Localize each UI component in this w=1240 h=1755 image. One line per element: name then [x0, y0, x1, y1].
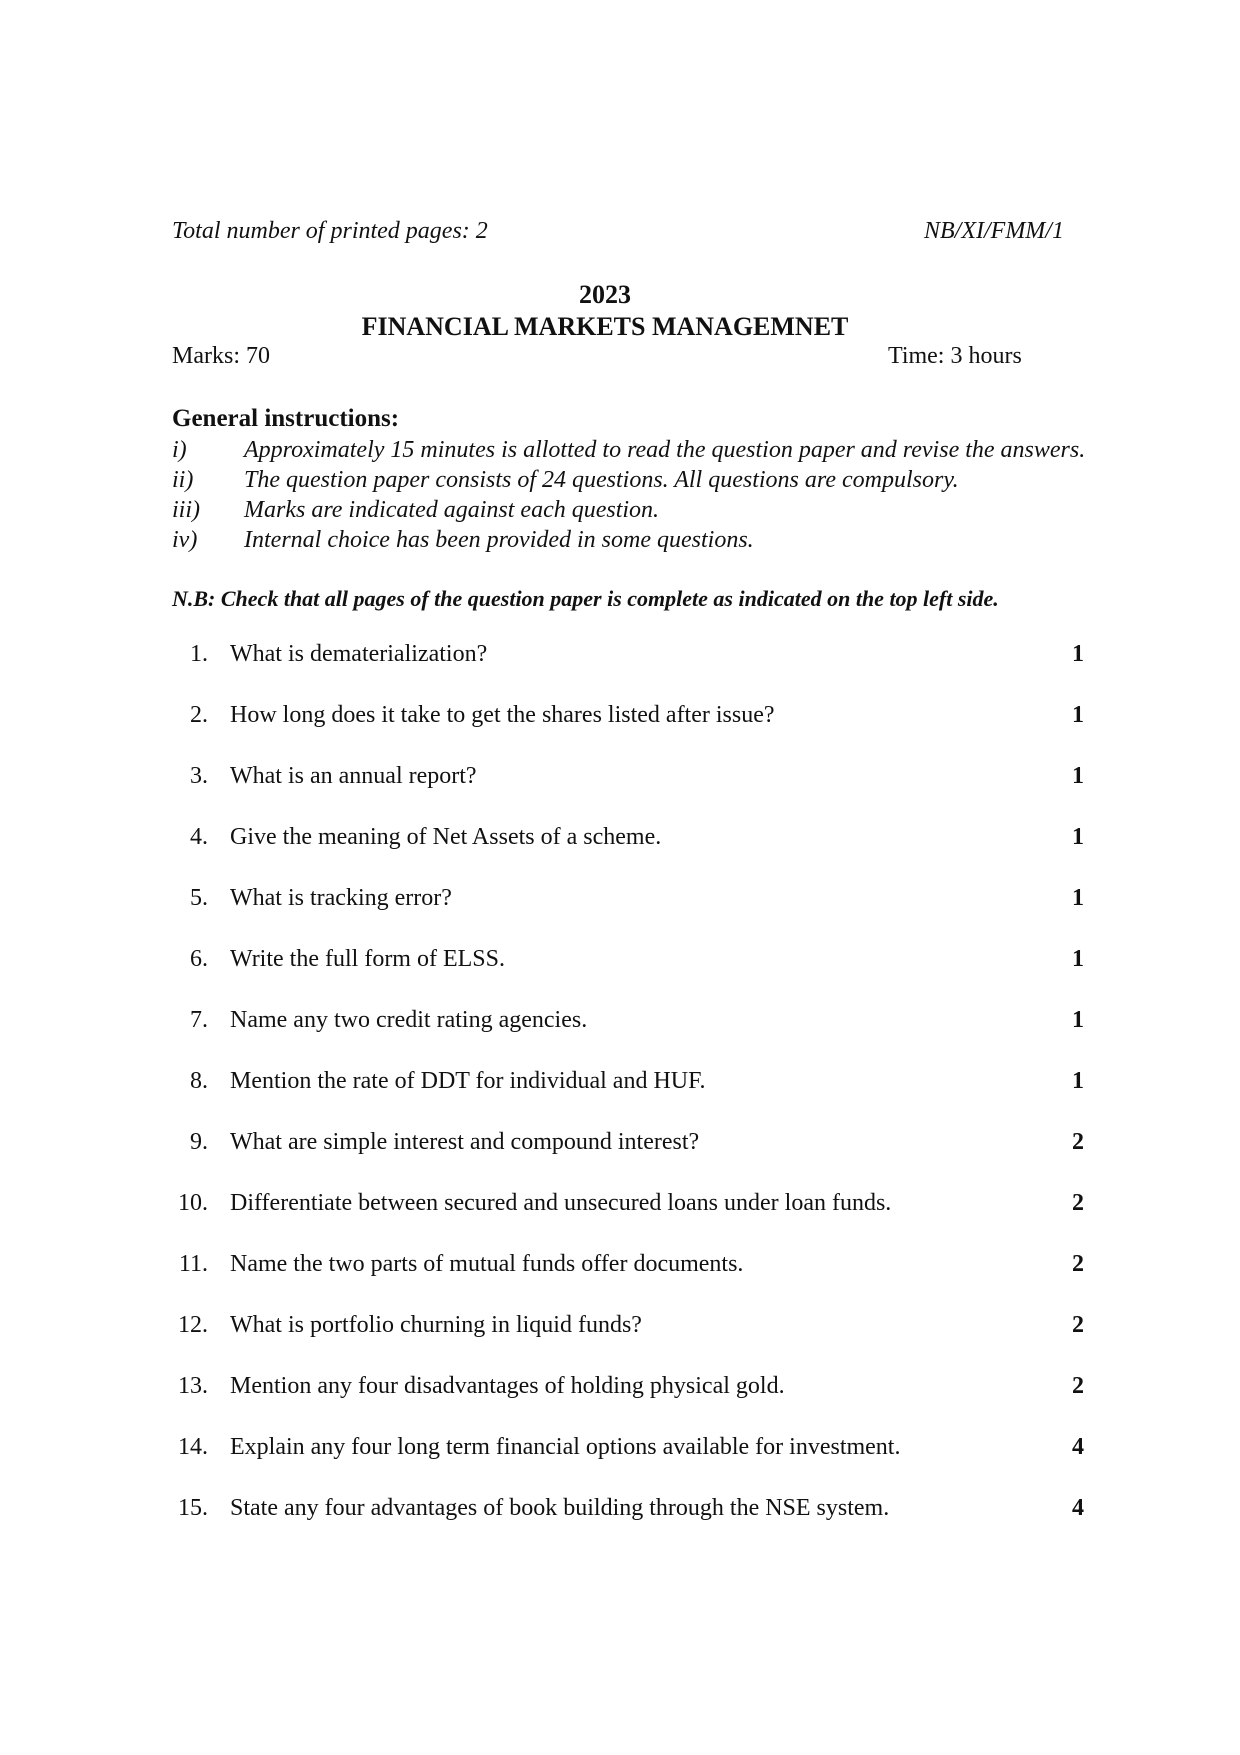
exam-duration: Time: 3 hours [888, 343, 1022, 369]
question-marks: 1 [1072, 763, 1084, 789]
question-text: Explain any four long term financial options available for investment. [230, 1434, 901, 1460]
question-marks: 2 [1072, 1129, 1084, 1155]
instruction-number: iv) [172, 527, 198, 553]
paper-code: NB/XI/FMM/1 [924, 218, 1064, 244]
instruction-number: ii) [172, 467, 194, 493]
question-row [0, 1007, 1240, 1068]
question-text: What is portfolio churning in liquid funds? [230, 1312, 642, 1338]
instruction-number: iii) [172, 497, 200, 523]
questions-list [0, 641, 1240, 1556]
question-text: How long does it take to get the shares listed after issue? [230, 702, 775, 728]
question-number: 1. [190, 641, 208, 667]
question-row [0, 641, 1240, 702]
question-marks: 1 [1072, 946, 1084, 972]
question-text: Differentiate between secured and unsecured loans under loan funds. [230, 1190, 892, 1216]
question-row [0, 946, 1240, 1007]
question-row [0, 1251, 1240, 1312]
question-row [0, 1190, 1240, 1251]
question-row [0, 1373, 1240, 1434]
question-text: Mention the rate of DDT for individual and HUF. [230, 1068, 706, 1094]
question-row [0, 1312, 1240, 1373]
question-marks: 1 [1072, 885, 1084, 911]
total-marks: Marks: 70 [172, 343, 270, 369]
question-row [0, 885, 1240, 946]
printed-pages-note: Total number of printed pages: 2 [172, 218, 488, 244]
question-text: Mention any four disadvantages of holding physical gold. [230, 1373, 785, 1399]
instruction-text: Internal choice has been provided in some questions. [244, 527, 754, 553]
question-row [0, 1495, 1240, 1556]
question-text: What are simple interest and compound interest? [230, 1129, 700, 1155]
question-marks: 1 [1072, 1068, 1084, 1094]
question-row [0, 824, 1240, 885]
instruction-item [172, 465, 1092, 495]
instruction-item [172, 435, 1092, 465]
question-text: Name the two parts of mutual funds offer documents. [230, 1251, 744, 1277]
instruction-text: Marks are indicated against each question. [244, 497, 660, 523]
question-marks: 1 [1072, 1007, 1084, 1033]
question-marks: 2 [1072, 1190, 1084, 1216]
question-text: What is an annual report? [230, 763, 477, 789]
question-text: Give the meaning of Net Assets of a scheme. [230, 824, 662, 850]
question-marks: 1 [1072, 641, 1084, 667]
exam-year: 2023 [579, 280, 631, 309]
instruction-number: i) [172, 437, 187, 463]
question-number: 10. [178, 1190, 208, 1216]
question-text: What is tracking error? [230, 885, 452, 911]
question-row [0, 763, 1240, 824]
question-number: 3. [190, 763, 208, 789]
subject-title: FINANCIAL MARKETS MANAGEMNET [361, 312, 849, 341]
question-number: 9. [190, 1129, 208, 1155]
question-number: 14. [178, 1434, 208, 1460]
question-marks: 4 [1072, 1434, 1084, 1460]
nb-note: N.B: Check that all pages of the question paper is complete as indicated on the top left side. [172, 586, 999, 611]
instruction-item [172, 525, 1092, 555]
instruction-item [172, 495, 1092, 525]
question-marks: 1 [1072, 702, 1084, 728]
instructions-list [172, 435, 1092, 555]
question-marks: 2 [1072, 1251, 1084, 1277]
question-number: 4. [190, 824, 208, 850]
question-text: What is dematerialization? [230, 641, 488, 667]
question-number: 6. [190, 946, 208, 972]
question-row [0, 1129, 1240, 1190]
question-number: 2. [190, 702, 208, 728]
instructions-heading: General instructions: [172, 405, 400, 432]
question-number: 11. [178, 1251, 208, 1277]
question-text: Name any two credit rating agencies. [230, 1007, 588, 1033]
question-text: Write the full form of ELSS. [230, 946, 505, 972]
question-number: 12. [178, 1312, 208, 1338]
question-row [0, 1434, 1240, 1495]
question-number: 15. [178, 1495, 208, 1521]
instruction-text: Approximately 15 minutes is allotted to read the question paper and revise the answers. [244, 437, 1086, 463]
question-text: State any four advantages of book building through the NSE system. [230, 1495, 890, 1521]
question-row [0, 702, 1240, 763]
question-number: 7. [190, 1007, 208, 1033]
question-marks: 4 [1072, 1495, 1084, 1521]
instruction-text: The question paper consists of 24 questions. All questions are compulsory. [244, 467, 959, 493]
question-marks: 1 [1072, 824, 1084, 850]
question-marks: 2 [1072, 1312, 1084, 1338]
question-marks: 2 [1072, 1373, 1084, 1399]
question-number: 5. [190, 885, 208, 911]
question-number: 8. [190, 1068, 208, 1094]
question-row [0, 1068, 1240, 1129]
question-number: 13. [178, 1373, 208, 1399]
